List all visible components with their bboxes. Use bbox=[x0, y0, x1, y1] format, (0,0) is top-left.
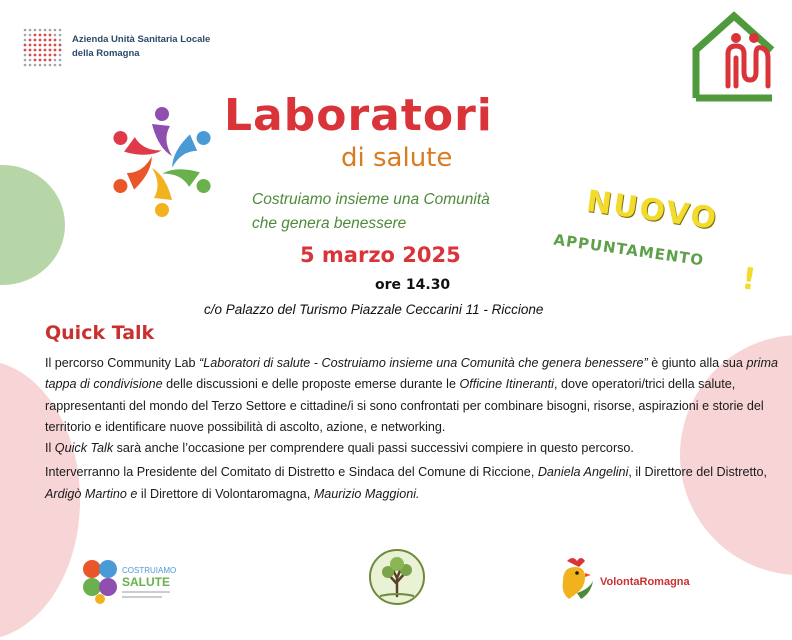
p2-b: Quick Talk bbox=[54, 441, 114, 456]
p1-c: è giunto alla sua bbox=[647, 356, 747, 370]
volontaromagna-name: VolontaRomagna bbox=[600, 576, 690, 588]
p2-a: Il bbox=[45, 441, 55, 456]
org-name-line2: della Romagna bbox=[72, 48, 140, 59]
salute-text: SALUTE bbox=[122, 575, 170, 589]
p1-g: , dove operatori/trici della salute, rappresentanti del mondo del Terzo Settore e cittadine/i si sono confrontati per combinare bisogni, risorse, aspirazioni e storie del territorio e identificare nuove possibilità di ascolto, azione, e networking. bbox=[45, 377, 764, 434]
event-place: c/o Palazzo del Turismo Piazzale Ceccarini 11 - Riccione bbox=[204, 302, 544, 317]
paragraph-1 bbox=[45, 353, 780, 438]
p1-f: Officine Itineranti bbox=[459, 377, 554, 392]
tree-circle-logo-icon bbox=[368, 548, 426, 606]
laboratori-people-logo-icon bbox=[100, 100, 225, 225]
paragraph-2 bbox=[45, 438, 780, 459]
p3-a: Interverranno la Presidente del Comitato di Distretto e Sindaca del Comune di Riccione, bbox=[45, 465, 538, 480]
green-blob-decoration bbox=[0, 165, 65, 285]
event-date: 5 marzo 2025 bbox=[300, 243, 461, 267]
p3-e: il Direttore di Volontaromagna, bbox=[137, 486, 314, 501]
tagline bbox=[252, 188, 490, 236]
p1-d: prima tappa di condivisione bbox=[45, 356, 778, 392]
p1-e: delle discussioni e delle proposte emerse durante le bbox=[162, 377, 460, 392]
p3-f: Maurizio Maggioni. bbox=[313, 486, 420, 501]
p1-b: “Laboratori di salute - Costruiamo insieme una Comunità che genera benessere” bbox=[199, 356, 648, 370]
tagline-line2: che genera benessere bbox=[252, 215, 407, 232]
quick-talk-body bbox=[45, 353, 780, 505]
house-logo-icon bbox=[688, 10, 780, 102]
p3-d: Ardigò Martino e bbox=[45, 486, 138, 501]
event-time: ore 14.30 bbox=[375, 277, 451, 293]
p3-b: Daniela Angelini bbox=[537, 465, 629, 480]
p3-c: , il Direttore del Distretto, bbox=[628, 465, 767, 480]
quick-talk-heading: Quick Talk bbox=[45, 322, 155, 344]
badge-exclamation: ! bbox=[739, 261, 759, 298]
costruiamo-salute-logo-icon bbox=[78, 555, 182, 605]
badge-appuntamento: APPUNTAMENTO bbox=[552, 230, 706, 270]
org-name-line1: Azienda Unità Sanitaria Locale bbox=[72, 34, 211, 45]
costruiamo-text: COSTRUIAMO bbox=[122, 566, 177, 575]
p2-c: sarà anche l’occasione per comprendere quali passi successivi compiere in questo percorso. bbox=[113, 441, 634, 456]
org-name bbox=[72, 33, 210, 61]
paragraph-3 bbox=[45, 462, 780, 505]
badge-nuovo: NUOVO bbox=[584, 183, 721, 238]
event-title: Laboratori bbox=[224, 90, 493, 141]
p1-a: Il percorso Community Lab bbox=[45, 356, 199, 370]
ausl-dots-logo-icon bbox=[22, 27, 62, 67]
tagline-line1: Costruiamo insieme una Comunità bbox=[252, 191, 490, 208]
event-subtitle: di salute bbox=[341, 143, 453, 173]
